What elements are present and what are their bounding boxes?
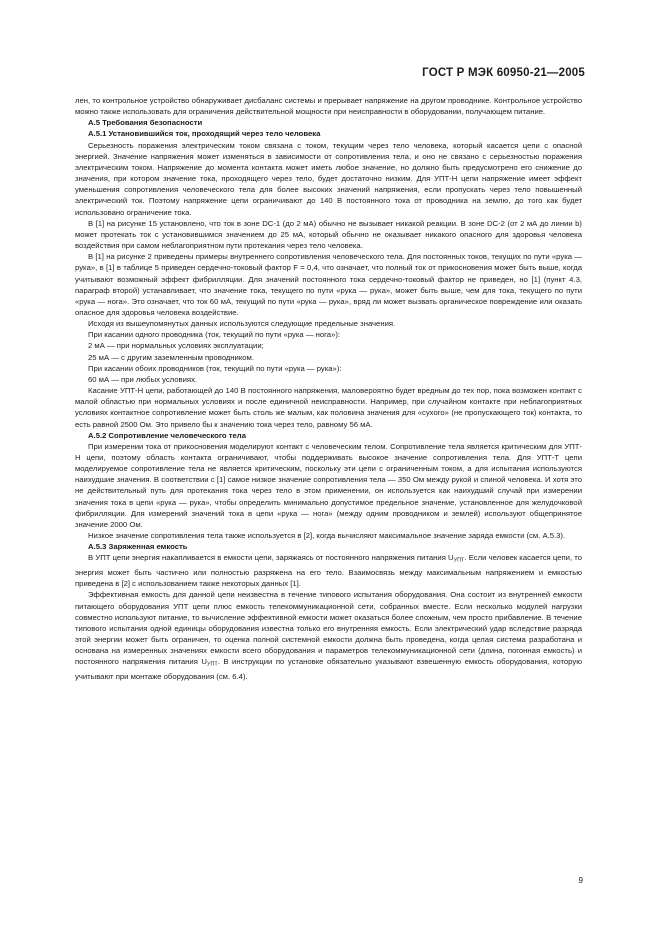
subscript: УПТ (453, 557, 465, 564)
paragraph: При касании обоих проводников (ток, текущий по пути «рука — рука»): (88, 363, 342, 373)
list-item: 25 мА — с другим заземленным проводником. (88, 352, 254, 362)
paragraph: Касание УПТ-Н цепи, работающей до 140 В постоянного напряжения, маловероятно будет вредным до тех пор, пока возможен контакт с малой областью при нормальных условиях и после единичной неисправности. Например, при случайном контакте при неблагоприятных условиях контактное сопротивление может быть столь же малым, как половина значения для «сухого» (не пропускающего ток) контакта, то есть равной 2500 Ом. Это привело бы к значению тока через тело, равному 56 мА. (75, 386, 582, 429)
text-run: . В инструкции по установке обязательно указывают взвешенную емкость оборудования, которую учитывают при монтаже оборудования (см. 6.4). (75, 657, 582, 681)
paragraph (75, 589, 582, 682)
paragraph: В [1] на рисунке 15 установлено, что ток в зоне DC-1 (до 2 мА) обычно не вызывает никакой реакции. В зоне DC-2 (от 2 мА до линии b) может протекать ток с установившимся значением до 25 мА, который обычно не оказывает никакого опасного для здоровья человека воздействия при самом неблагоприятном пути протекания через тело человека. (75, 218, 582, 251)
subsection-heading: А.5.2 Сопротивление человеческого тела (88, 430, 246, 440)
subsection-heading: А.5.1 Установившийся ток, проходящий через тело человека (88, 129, 321, 139)
paragraph: Исходя из вышеупомянутых данных используются следующие предельные значения. (88, 319, 396, 329)
text-run: В УПТ цепи энергия накапливается в емкости цепи, заряжаясь от постоянного напряжения питания U (88, 553, 454, 563)
text-run: . Если человек касается цепи, то энергия может быть частично или полностью разряжена на его тело. Взаимосвязь между максимальным напряжением и емкостью приведена в [2] с использованием также некоторых данных [1]. (75, 553, 582, 589)
list-item: 60 мА — при любых условиях. (88, 374, 198, 384)
paragraph: лен, то контрольное устройство обнаруживает дисбаланс системы и прерывает напряжение на другом проводнике. Контрольное устройство можно также использовать для ограничения действительной мощности при неисправности в оборудовании, получающем питание. (75, 96, 582, 117)
paragraph: При измерении тока от прикосновения моделируют контакт с человеческим телом. Сопротивление тела является критическим для УПТ-Н цепи, поэтому область контакта ограничивают, чтобы поддерживать высокое значение сопротивления тела. Для УПТ-Т цепи моделируемое сопротивление тела не является критическим, поскольку эти цепи с ограниченным током, а для испытания используются наихудшие значения. В соответствии с [1] самое низкое значение сопротивления тела — 350 Ом между рукой и спиной человека. И хотя это не действительный путь для протекания тока через тело в этом применении, он используется как наихудший случай при измерении значения тока в цепи «рука — рука», чтобы определить минимально допустимое предельное значение, установленное для желудочковой фибрилляции. Для измерений значений тока в цепи «рука — нога» (между одним проводником и землей) используют общепринятое значение 2000 Ом. (75, 441, 582, 529)
page-number: 9 (578, 876, 583, 885)
subscript: УПТ (206, 661, 218, 668)
section-heading: А.5 Требования безопасности (88, 118, 203, 128)
document-body (75, 95, 582, 682)
paragraph: Серьезность поражения электрическим током связана с током, текущим через тело человека, который касается цепи с опасной энергией. Значение напряжения может изменяться в зависимости от сопротивления тела, и оно не связано с серьезностью поражения электрическим током. Напряжение до момента контакта может иметь любое значение, но должно быть предусмотрено его снижение до значения, при котором значение тока, проходящего через тело, будет достаточно низким. Для УПТ-Н цепи напряжение имеет эффект уменьшения сопротивления человеческого тела для более высоких значений напряжения, если пропускать через тело повышенный электрический ток. Поэтому напряжение цепи ограничивают до 140 В постоянного тока от проводника на землю, до того как будет использовано ограничение тока. (75, 140, 582, 217)
list-item: 2 мА — при нормальных условиях эксплуатации; (88, 341, 264, 351)
paragraph: Низкое значение сопротивления тела также используется в [2], когда вычисляют максимальное значение заряда емкости (см. А.5.3). (88, 531, 566, 541)
document-header: ГОСТ Р МЭК 60950-21—2005 (422, 67, 585, 79)
paragraph: При касании одного проводника (ток, текущий по пути «рука — нога»): (88, 330, 341, 340)
text-run: Эффективная емкость для данной цепи неизвестна в течение типового испытания оборудования. Она состоит из внутренней емкости питающего оборудования УПТ цепи плюс емкость телекоммуникационной сети, собранных вместе. Если несколько модулей нагрузки совместно используют питание, то вычисление эффективной емкости может оказаться более сложным, чем просто прибавление. В течение типового испытания одной единицы оборудования известна только его внутренняя емкость. Если электрический удар вследствие разряда этой энергии может быть ограничен, то оценка полной системной емкости должна быть проведена, когда целая система разработана и основана на измеренных значениях емкости всего оборудования и параметров телекоммуникационной сети (длина, погонная емкость) и постоянного напряжения питания U (75, 590, 582, 667)
paragraph: В [1] на рисунке 2 приведены примеры внутреннего сопротивления человеческого тела. Для постоянных токов, текущих по пути «рука — рука», в [1] в таблице 5 приведен сердечно-токовый фактор F = 0,4, что означает, что полный ток от прикосновения может быть выше, когда учитывают возможный эффект фибрилляции. Для значений постоянного тока сердечно-токовый фактор не приведен, но [1] (пункт 4.3, параграф второй) устанавливает, что значение тока, текущего по пути «рука — рука», может быть выше, чем для тока, текущего по пути «рука — нога». Это означает, что ток 60 мА, текущий по пути «рука — рука», вряд ли может вызвать органическое повреждение или оказать опасное для здоровья человека воздействие. (75, 252, 582, 317)
paragraph (75, 552, 582, 589)
subsection-heading: А.5.3 Заряженная емкость (88, 542, 188, 552)
